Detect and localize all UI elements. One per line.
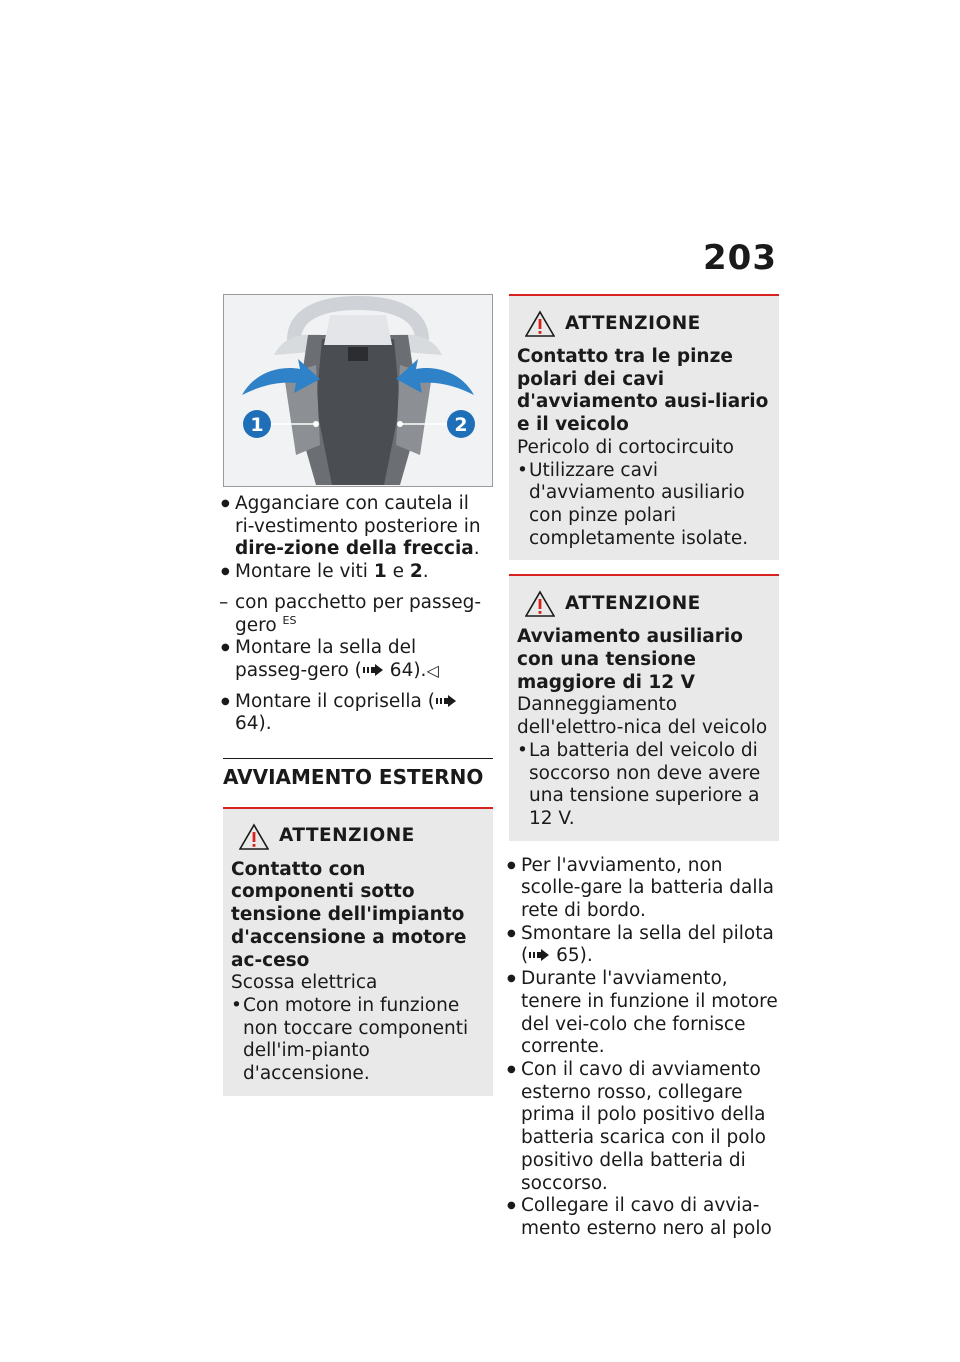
callout-1: 1 xyxy=(250,414,264,436)
warning-title: ATTENZIONE xyxy=(565,312,701,334)
page-reference-arrow-icon xyxy=(528,948,550,962)
warning-header xyxy=(517,310,771,338)
motorcycle-rear-figure xyxy=(223,294,493,487)
screw-ref-2: 2 xyxy=(409,561,423,583)
warning-title: ATTENZIONE xyxy=(279,825,415,847)
left-steps xyxy=(223,493,493,736)
step-mount-passenger-seat xyxy=(223,637,493,682)
step-connect-black-cable: ● Collegare il cavo di avvia-mento esterno nero al polo xyxy=(509,1195,779,1240)
warning-triangle-icon xyxy=(525,310,555,338)
warning-header xyxy=(231,823,485,851)
warning-action: • Con motore in funzione non toccare componenti dell'im-pianto d'accensione. xyxy=(231,995,485,1086)
warning-title: ATTENZIONE xyxy=(565,592,701,614)
warning-box-voltage xyxy=(509,574,779,840)
warning-consequence: Scossa elettrica xyxy=(231,972,378,994)
option-tag: ES xyxy=(282,613,297,627)
warning-subtitle: Contatto tra le pinze polari dei cavi d'avviamento ausi-liario e il veicolo xyxy=(517,346,769,436)
condition-text: con pacchetto per passeg-gero xyxy=(235,591,482,636)
page-reference-arrow-icon xyxy=(362,663,384,677)
step-remove-rider-seat xyxy=(509,923,779,968)
warning-triangle-icon xyxy=(525,590,555,618)
left-column xyxy=(223,294,493,1096)
page-reference-link[interactable]: 64). xyxy=(389,659,427,681)
step-passenger-seat-text: Montare la sella del passeg-gero ( xyxy=(235,637,417,681)
step-rider-seat-text: Smontare la sella del pilota ( xyxy=(521,922,774,967)
step-seat-cover-text: Montare il coprisella ( xyxy=(235,690,435,712)
warning-subtitle: Contatto con componenti sotto tensione dell'impianto d'accensione a motore ac-ceso xyxy=(231,858,467,971)
section-title: AVVIAMENTO ESTERNO xyxy=(223,758,493,789)
step-mount-screws-text: Montare le viti xyxy=(235,561,374,583)
warning-header xyxy=(517,590,771,618)
warning-consequence: Pericolo di cortocircuito xyxy=(517,436,735,458)
step-connect-red-cable: ● Con il cavo di avviamento esterno rosso, collegare prima il polo positivo della batteria scarica con il polo positivo della batteria di soccorso. xyxy=(509,1059,779,1195)
step-mount-seat-cover xyxy=(223,691,493,736)
rear-panel-illustration xyxy=(224,295,492,486)
screw-ref-1: 1 xyxy=(373,561,387,583)
step-mount-screws-end: . xyxy=(422,561,429,583)
step-do-not-disconnect: ● Per l'avviamento, non scolle-gare la batteria dalla rete di bordo. xyxy=(509,855,779,923)
page-reference-arrow-icon xyxy=(435,694,457,708)
step-hook-cover-text: Agganciare con cautela il ri-vestimento posteriore in xyxy=(235,493,481,537)
right-column xyxy=(509,294,779,1241)
page-number: 203 xyxy=(703,238,777,278)
callout-2: 2 xyxy=(454,414,468,436)
step-hook-cover-end: . xyxy=(473,538,480,560)
warning-triangle-icon xyxy=(239,823,269,851)
step-mount-screws xyxy=(223,561,493,584)
step-hook-cover xyxy=(223,493,493,561)
end-of-section-icon: ◁ xyxy=(426,660,439,680)
right-steps xyxy=(509,855,779,1241)
warning-action: • Utilizzare cavi d'avviamento ausiliario con pinze polari completamente isolate. xyxy=(517,460,771,551)
condition-passenger-pack xyxy=(223,592,493,637)
warning-box-ignition xyxy=(223,807,493,1096)
step-keep-engine-running: ● Durante l'avviamento, tenere in funzione il motore del vei-colo che fornisce corrente. xyxy=(509,968,779,1059)
warning-action: • La batteria del veicolo di soccorso non deve avere una tensione superiore a 12 V. xyxy=(517,740,771,831)
page-reference-link[interactable]: 64). xyxy=(235,713,272,735)
warning-subtitle: Avviamento ausiliario con una tensione maggiore di 12 V xyxy=(517,626,743,693)
step-mount-screws-and: e xyxy=(386,561,410,583)
warning-consequence: Danneggiamento dell'elettro-nica del veicolo xyxy=(517,694,768,739)
page-reference-link[interactable]: 65). xyxy=(556,945,593,967)
step-hook-cover-bold: dire-zione della freccia xyxy=(235,538,474,560)
warning-box-clamps xyxy=(509,294,779,560)
